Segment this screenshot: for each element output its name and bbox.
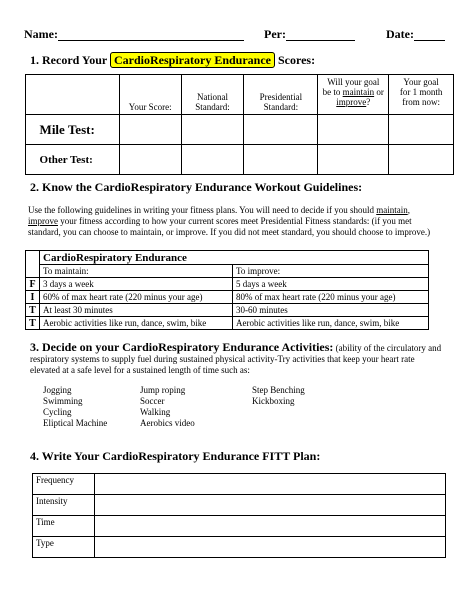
maintain-cell: 60% of max heart rate (220 minus your age) xyxy=(40,291,233,304)
per-label: Per: xyxy=(264,27,286,41)
section3-text xyxy=(30,342,455,376)
maintain-cell: Aerobic activities like run, dance, swim, bike xyxy=(40,317,233,330)
goal-label-2: be to xyxy=(322,87,341,97)
mile-your-score[interactable] xyxy=(119,115,181,145)
section3-desc-2: respiratory systems to supply fuel during sustained physical activity-Try activities that keep your heart rate xyxy=(30,354,415,364)
plan-row xyxy=(33,537,446,558)
fitt-corner xyxy=(26,251,40,265)
fitt-row xyxy=(26,304,429,317)
goal-improve: improve xyxy=(336,97,367,107)
para-maintain: maintain xyxy=(376,205,408,215)
mile-month-goal[interactable] xyxy=(389,115,454,145)
activity-item: Eliptical Machine xyxy=(43,418,108,428)
section1-title-prefix: 1. Record Your xyxy=(30,53,107,67)
activity-item: Cycling xyxy=(43,407,72,417)
plan-label: Time xyxy=(33,516,95,537)
col-your-score xyxy=(119,75,181,115)
activities-col-3 xyxy=(252,385,305,407)
plan-row xyxy=(33,474,446,495)
section1-title-highlight: CardioRespiratory Endurance xyxy=(110,52,275,68)
goal-label-1: Will your goal xyxy=(327,77,380,87)
col-presidential xyxy=(244,75,318,115)
goal-maintain: maintain xyxy=(342,87,375,97)
mile-goal[interactable] xyxy=(318,115,389,145)
goal-or: or xyxy=(376,87,384,97)
para-line-2: your fitness according to how your current scores meet Presidential Fitness standards: (if you met xyxy=(58,216,412,226)
improve-cell: 80% of max heart rate (220 minus your age) xyxy=(233,291,429,304)
activity-item: Soccer xyxy=(140,396,165,406)
activity-item: Jogging xyxy=(43,385,72,395)
para-line-1: Use the following guidelines in writing your fitness plans. You will need to decide if you should xyxy=(28,205,374,215)
activity-item: Walking xyxy=(140,407,171,417)
plan-row xyxy=(33,516,446,537)
plan-frequency-input[interactable] xyxy=(95,474,446,495)
fitt-letter: T xyxy=(26,317,40,330)
para-line-3: standard, you can choose to maintain, or improve. If you did not meet standard, you should choose to improve.) xyxy=(28,227,431,237)
other-goal[interactable] xyxy=(318,145,389,175)
mile-national[interactable] xyxy=(181,115,244,145)
presidential-label-1: Presidential xyxy=(259,92,303,102)
section3-desc-3: elevated at a safe level for a sustained length of time such as: xyxy=(30,365,250,375)
improve-cell: 5 days a week xyxy=(233,278,429,291)
fitt-letter: I xyxy=(26,291,40,304)
activities-col-2 xyxy=(140,385,195,429)
plan-intensity-input[interactable] xyxy=(95,495,446,516)
section2-title: 2. Know the CardioRespiratory Endurance Workout Guidelines: xyxy=(30,180,363,194)
fitt-title: CardioRespiratory Endurance xyxy=(40,251,233,265)
month-label-3: from now: xyxy=(402,97,440,107)
activity-item: Swimming xyxy=(43,396,83,406)
section4-title: 4. Write Your CardioRespiratory Endurance FITT Plan: xyxy=(30,449,321,463)
para-improve: improve xyxy=(28,216,58,226)
activity-item: Kickboxing xyxy=(252,396,295,406)
name-label: Name: xyxy=(24,27,58,41)
plan-label: Intensity xyxy=(33,495,95,516)
mile-presidential[interactable] xyxy=(244,115,318,145)
other-your-score[interactable] xyxy=(119,145,181,175)
col-goal xyxy=(318,75,389,115)
plan-label: Frequency xyxy=(33,474,95,495)
maintain-cell: 3 days a week xyxy=(40,278,233,291)
other-national[interactable] xyxy=(181,145,244,175)
col-national xyxy=(181,75,244,115)
plan-time-input[interactable] xyxy=(95,516,446,537)
fitt-row xyxy=(26,291,429,304)
fitt-plan-table xyxy=(32,473,446,558)
national-label-2: Standard: xyxy=(195,102,230,112)
section2-paragraph xyxy=(28,205,453,238)
improve-header: To improve: xyxy=(233,265,429,278)
goal-q: ? xyxy=(366,97,371,107)
section3-desc-1: (ability of the circulatory and xyxy=(333,343,442,353)
improve-cell: 30-60 minutes xyxy=(233,304,429,317)
scores-header-blank xyxy=(26,75,120,115)
national-label-1: National xyxy=(197,92,229,102)
activity-item: Step Benching xyxy=(252,385,305,395)
fitt-title-blank xyxy=(233,251,429,265)
fitt-header-blank xyxy=(26,265,40,278)
date-label: Date: xyxy=(386,27,414,41)
section3-title: 3. Decide on your CardioRespiratory Endurance Activities: xyxy=(30,340,334,354)
fitt-row xyxy=(26,278,429,291)
fitt-letter: F xyxy=(26,278,40,291)
date-field[interactable] xyxy=(414,40,445,41)
maintain-cell: At least 30 minutes xyxy=(40,304,233,317)
plan-type-input[interactable] xyxy=(95,537,446,558)
month-label-1: Your goal xyxy=(403,77,439,87)
name-field[interactable] xyxy=(58,40,244,41)
activity-item: Aerobics video xyxy=(140,418,195,428)
per-field[interactable] xyxy=(286,40,355,41)
section1-title xyxy=(30,53,315,68)
other-month-goal[interactable] xyxy=(389,145,454,175)
fitt-row xyxy=(26,317,429,330)
activities-col-1 xyxy=(43,385,107,429)
fitt-guidelines-table xyxy=(25,250,429,330)
your-score-label: Your Score: xyxy=(128,102,172,112)
plan-label: Type xyxy=(33,537,95,558)
plan-row xyxy=(33,495,446,516)
other-presidential[interactable] xyxy=(244,145,318,175)
other-test-label: Other Test: xyxy=(26,145,120,175)
improve-cell: Aerobic activities like run, dance, swim, bike xyxy=(233,317,429,330)
activity-item: Jump roping xyxy=(140,385,186,395)
month-label-2: for 1 month xyxy=(399,87,443,97)
maintain-header: To maintain: xyxy=(40,265,233,278)
section1-title-suffix: Scores: xyxy=(278,53,316,67)
fitt-letter: T xyxy=(26,304,40,317)
scores-table xyxy=(25,74,454,175)
presidential-label-2: Standard: xyxy=(263,102,299,112)
mile-test-label: Mile Test: xyxy=(26,115,120,145)
col-month xyxy=(389,75,454,115)
para-comma: , xyxy=(407,205,410,215)
